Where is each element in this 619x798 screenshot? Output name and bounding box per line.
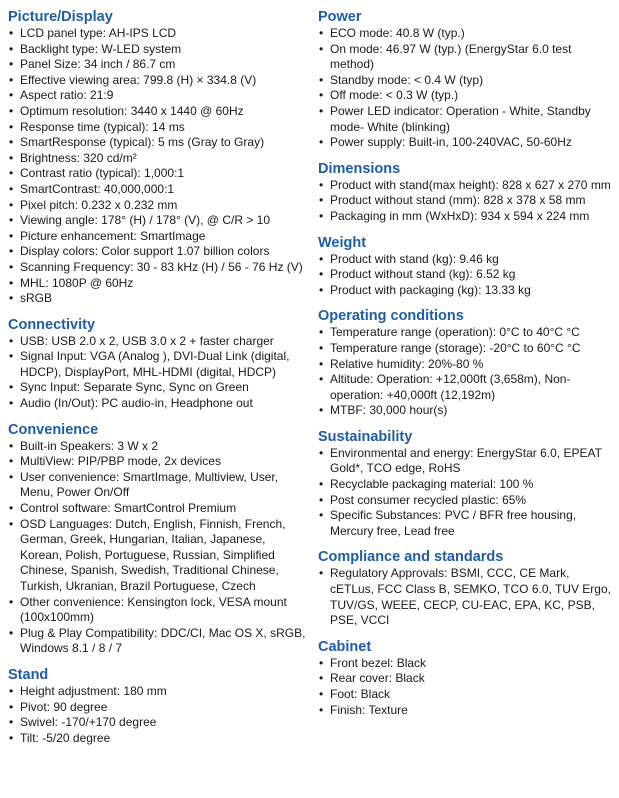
spec-item: • Sync Input: Separate Sync, Sync on Green <box>8 380 308 396</box>
spec-item: • Packaging in mm (WxHxD): 934 x 594 x 224 mm <box>318 209 614 225</box>
spec-item: • Backlight type: W-LED system <box>8 42 308 58</box>
section-heading: Picture/Display <box>8 9 113 25</box>
spec-item: • Product with stand (kg): 9.46 kg <box>318 252 614 268</box>
spec-item: • Control software: SmartControl Premium <box>8 501 308 517</box>
spec-item: • Product with stand(max height): 828 x 627 x 270 mm <box>318 178 614 194</box>
spec-item: • Pixel pitch: 0.232 x 0.232 mm <box>8 198 308 214</box>
spec-item: • Built-in Speakers: 3 W x 2 <box>8 439 308 455</box>
spec-item: • Audio (In/Out): PC audio-in, Headphone out <box>8 396 308 412</box>
spec-list <box>8 26 308 307</box>
spec-item: • User convenience: SmartImage, Multiview, User, Menu, Power On/Off <box>8 470 308 501</box>
section-power <box>318 9 614 151</box>
spec-list <box>8 334 308 412</box>
section-heading: Convenience <box>8 421 99 438</box>
spec-item: • Signal Input: VGA (Analog ), DVI-Dual Link (digital, HDCP), DisplayPort, MHL-HDMI (digital, HDCP) <box>8 349 308 380</box>
spec-item: • Optimum resolution: 3440 x 1440 @ 60Hz <box>8 104 308 120</box>
spec-item: • MTBF: 30,000 hour(s) <box>318 403 614 419</box>
spec-item: • Brightness: 320 cd/m² <box>8 151 308 167</box>
spec-item: • Swivel: -170/+170 degree <box>8 715 308 731</box>
spec-item: • Relative humidity: 20%-80 % <box>318 357 614 373</box>
spec-item: • sRGB <box>8 291 308 307</box>
spec-list <box>318 178 614 225</box>
section-heading: Sustainability <box>318 428 413 445</box>
spec-item: • Response time (typical): 14 ms <box>8 120 308 136</box>
spec-list <box>8 684 308 746</box>
section-weight <box>318 235 614 299</box>
section-heading: Operating conditions <box>318 308 464 325</box>
section-convenience <box>8 422 308 657</box>
spec-item: • Power LED indicator: Operation - White, Standby mode- White (blinking) <box>318 104 614 135</box>
spec-item: • Scanning Frequency: 30 - 83 kHz (H) / 56 - 76 Hz (V) <box>8 260 308 276</box>
section-picture-display <box>8 9 308 307</box>
section-heading: Dimensions <box>318 160 401 177</box>
spec-item: • OSD Languages: Dutch, English, Finnish, French, German, Greek, Hungarian, Italian, Japanese, Korean, Polish, Portuguese, Russian, Simplified Chinese, Spanish, Swedish, Traditional Chinese, Turkish, Ukranian, Brazil Portuguese, Czech <box>8 517 308 595</box>
spec-item: • Contrast ratio (typical): 1,000:1 <box>8 166 308 182</box>
section-stand <box>8 667 308 746</box>
spec-item: • Post consumer recycled plastic: 65% <box>318 493 614 509</box>
left-column <box>8 9 308 756</box>
spec-item: • Off mode: < 0.3 W (typ.) <box>318 88 614 104</box>
section-connectivity <box>8 317 308 412</box>
spec-item: • Altitude: Operation: +12,000ft (3,658m), Non-operation: +40,000ft (12,192m) <box>318 372 614 403</box>
section-compliance-and-standards <box>318 549 614 628</box>
section-heading: Weight <box>318 234 367 251</box>
spec-item: • Standby mode: < 0.4 W (typ) <box>318 73 614 89</box>
spec-item: • Finish: Texture <box>318 703 614 719</box>
right-column <box>318 9 614 728</box>
spec-item: • USB: USB 2.0 x 2, USB 3.0 x 2 + faster charger <box>8 334 308 350</box>
spec-item: • LCD panel type: AH-IPS LCD <box>8 26 308 42</box>
section-heading: Power <box>318 9 362 25</box>
section-heading: Cabinet <box>318 638 372 655</box>
spec-item: • SmartResponse (typical): 5 ms (Gray to Gray) <box>8 135 308 151</box>
spec-item: • Power supply: Built-in, 100-240VAC, 50-60Hz <box>318 135 614 151</box>
spec-item: • Environmental and energy: EnergyStar 6.0, EPEAT Gold*, TCO edge, RoHS <box>318 446 614 477</box>
spec-item: • Rear cover: Black <box>318 671 614 687</box>
spec-item: • MHL: 1080P @ 60Hz <box>8 276 308 292</box>
section-heading: Connectivity <box>8 316 96 333</box>
spec-item: • Temperature range (storage): -20°C to 60°C °C <box>318 341 614 357</box>
spec-item: • Regulatory Approvals: BSMI, CCC, CE Mark, cETLus, FCC Class B, SEMKO, TCO 6.0, TUV Ergo, TUV/GS, WEEE, CECP, CU-EAC, EPA, KC, PSB, PSE, VCCI <box>318 566 614 628</box>
spec-item: • Plug & Play Compatibility: DDC/CI, Mac OS X, sRGB, Windows 8.1 / 8 / 7 <box>8 626 308 657</box>
spec-item: • Product with packaging (kg): 13.33 kg <box>318 283 614 299</box>
spec-item: • On mode: 46.97 W (typ.) (EnergyStar 6.0 test method) <box>318 42 614 73</box>
section-heading: Stand <box>8 666 49 683</box>
spec-list <box>318 566 614 628</box>
section-heading: Compliance and standards <box>318 549 504 566</box>
spec-item: • Picture enhancement: SmartImage <box>8 229 308 245</box>
spec-item: • Product without stand (mm): 828 x 378 x 58 mm <box>318 193 614 209</box>
spec-item: • Display colors: Color support 1.07 billion colors <box>8 244 308 260</box>
spec-item: • Effective viewing area: 799.8 (H) × 334.8 (V) <box>8 73 308 89</box>
spec-item: • Tilt: -5/20 degree <box>8 731 308 747</box>
spec-item: • Other convenience: Kensington lock, VESA mount (100x100mm) <box>8 595 308 626</box>
spec-item: • Temperature range (operation): 0°C to 40°C °C <box>318 325 614 341</box>
spec-list <box>318 325 614 419</box>
spec-item: • Product without stand (kg): 6.52 kg <box>318 267 614 283</box>
spec-item: • Foot: Black <box>318 687 614 703</box>
spec-list <box>318 446 614 540</box>
spec-list <box>318 26 614 151</box>
section-sustainability <box>318 429 614 540</box>
spec-item: • Pivot: 90 degree <box>8 700 308 716</box>
spec-item: • Height adjustment: 180 mm <box>8 684 308 700</box>
spec-item: • Specific Substances: PVC / BFR free housing, Mercury free, Lead free <box>318 508 614 539</box>
section-cabinet <box>318 639 614 718</box>
spec-item: • SmartContrast: 40,000,000:1 <box>8 182 308 198</box>
spec-item: • Panel Size: 34 inch / 86.7 cm <box>8 57 308 73</box>
spec-list <box>318 656 614 718</box>
spec-item: • Viewing angle: 178° (H) / 178° (V), @ C/R > 10 <box>8 213 308 229</box>
section-dimensions <box>318 161 614 225</box>
spec-item: • Aspect ratio: 21:9 <box>8 88 308 104</box>
spec-item: • ECO mode: 40.8 W (typ.) <box>318 26 614 42</box>
spec-item: • MultiView: PIP/PBP mode, 2x devices <box>8 454 308 470</box>
spec-list <box>318 252 614 299</box>
section-operating-conditions <box>318 308 614 419</box>
spec-item: • Recyclable packaging material: 100 % <box>318 477 614 493</box>
spec-item: • Front bezel: Black <box>318 656 614 672</box>
spec-list <box>8 439 308 657</box>
